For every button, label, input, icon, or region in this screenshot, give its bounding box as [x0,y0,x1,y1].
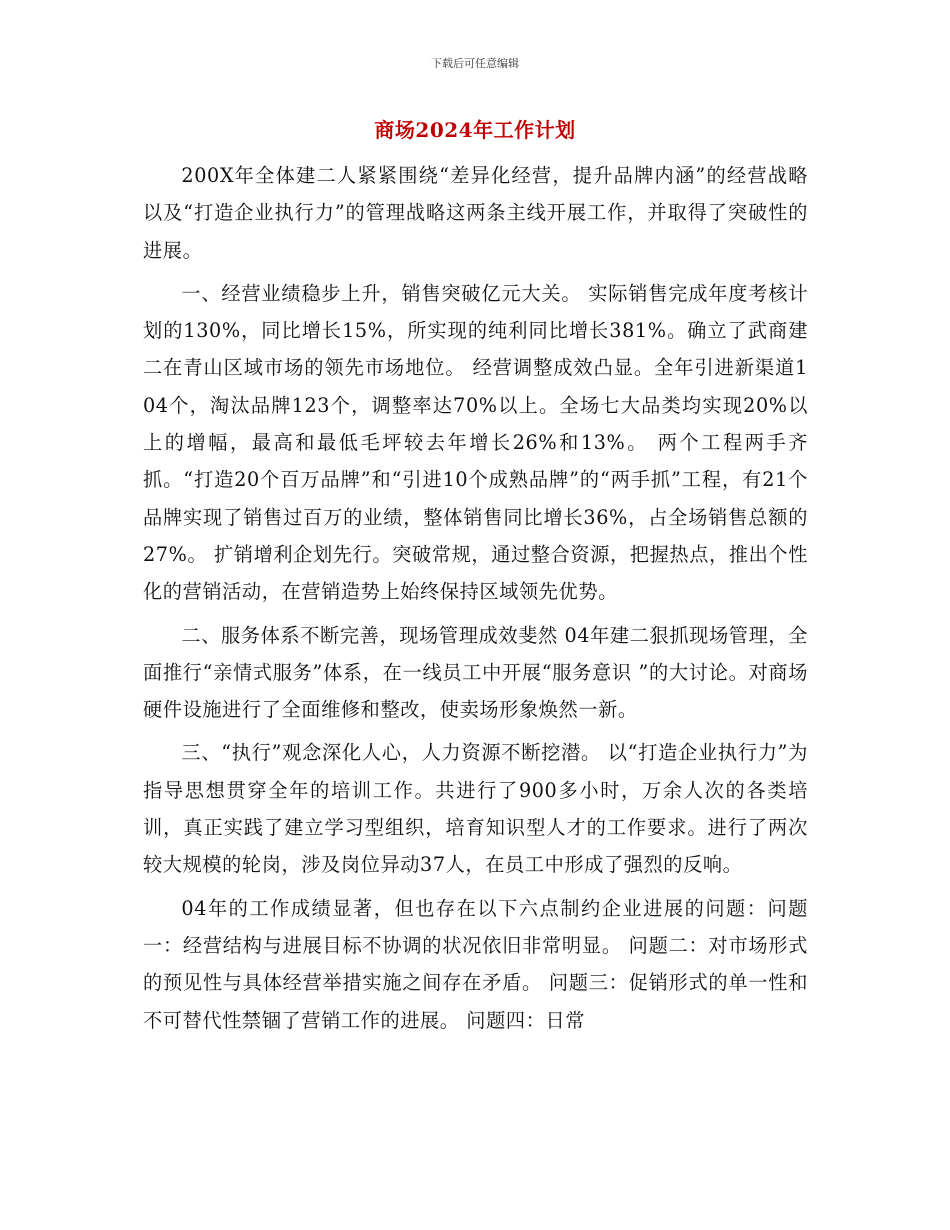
paragraph-problems: 04年的工作成绩显著，但也存在以下六点制约企业进展的问题：问题一：经营结构与进展目标不协调的状况依旧非常明显。 问题二：对市场形式的预见性与具体经营举措实施之间存在矛盾。 问题三：促销形式的单一性和不可替代性禁锢了营销工作的进展。 问题四：日常 [143,896,808,1032]
header-note: 下载后可任意编辑 [431,57,519,70]
paragraph-intro: 200X年全体建二人紧紧围绕“差异化经营，提升品牌内涵”的经营战略以及“打造企业执行力”的管理战略这两条主线开展工作，并取得了突破性的进展。 [143,164,808,262]
paragraph-section-1: 一、经营业绩稳步上升，销售突破亿元大关。 实际销售完成年度考核计划的130%，同比增长15%，所实现的纯利同比增长381%。确立了武商建二在青山区域市场的领先市场地位。 经营调整成效凸显。全年引进新渠道104个，淘汰品牌123个，调整率达70%以上。全场七大品类均实现20%以上的增幅，最高和最低毛坪较去年增长26%和13%。 两个工程两手齐抓。“打造20个百万品牌”和“引进10个成熟品牌”的“两手抓”工程，有21个品牌实现了销售过百万的业绩，整体销售同比增长36%，占全场销售总额的27%。 扩销增利企划先行。突破常规，通过整合资源，把握热点，推出个性化的营销活动，在营销造势上始终保持区域领先优势。 [143,281,808,604]
document-body [143,157,808,1045]
document-title: 商场2024年工作计划 [374,118,576,142]
paragraph-section-2: 二、服务体系不断完善，现场管理成效斐然 04年建二狠抓现场管理，全面推行“亲情式服务”体系，在一线员工中开展“服务意识 ”的大讨论。对商场硬件设施进行了全面维修和整改，使卖场形象焕然一新。 [143,623,808,722]
paragraph-section-3: 三、“执行”观念深化人心，人力资源不断挖潜。 以“打造企业执行力”为指导思想贯穿全年的培训工作。共进行了900多小时，万余人次的各类培训，真正实践了建立学习型组织，培育知识型人才的工作要求。进行了两次较大规模的轮岗，涉及岗位异动37人，在员工中形成了强烈的反响。 [143,741,808,877]
